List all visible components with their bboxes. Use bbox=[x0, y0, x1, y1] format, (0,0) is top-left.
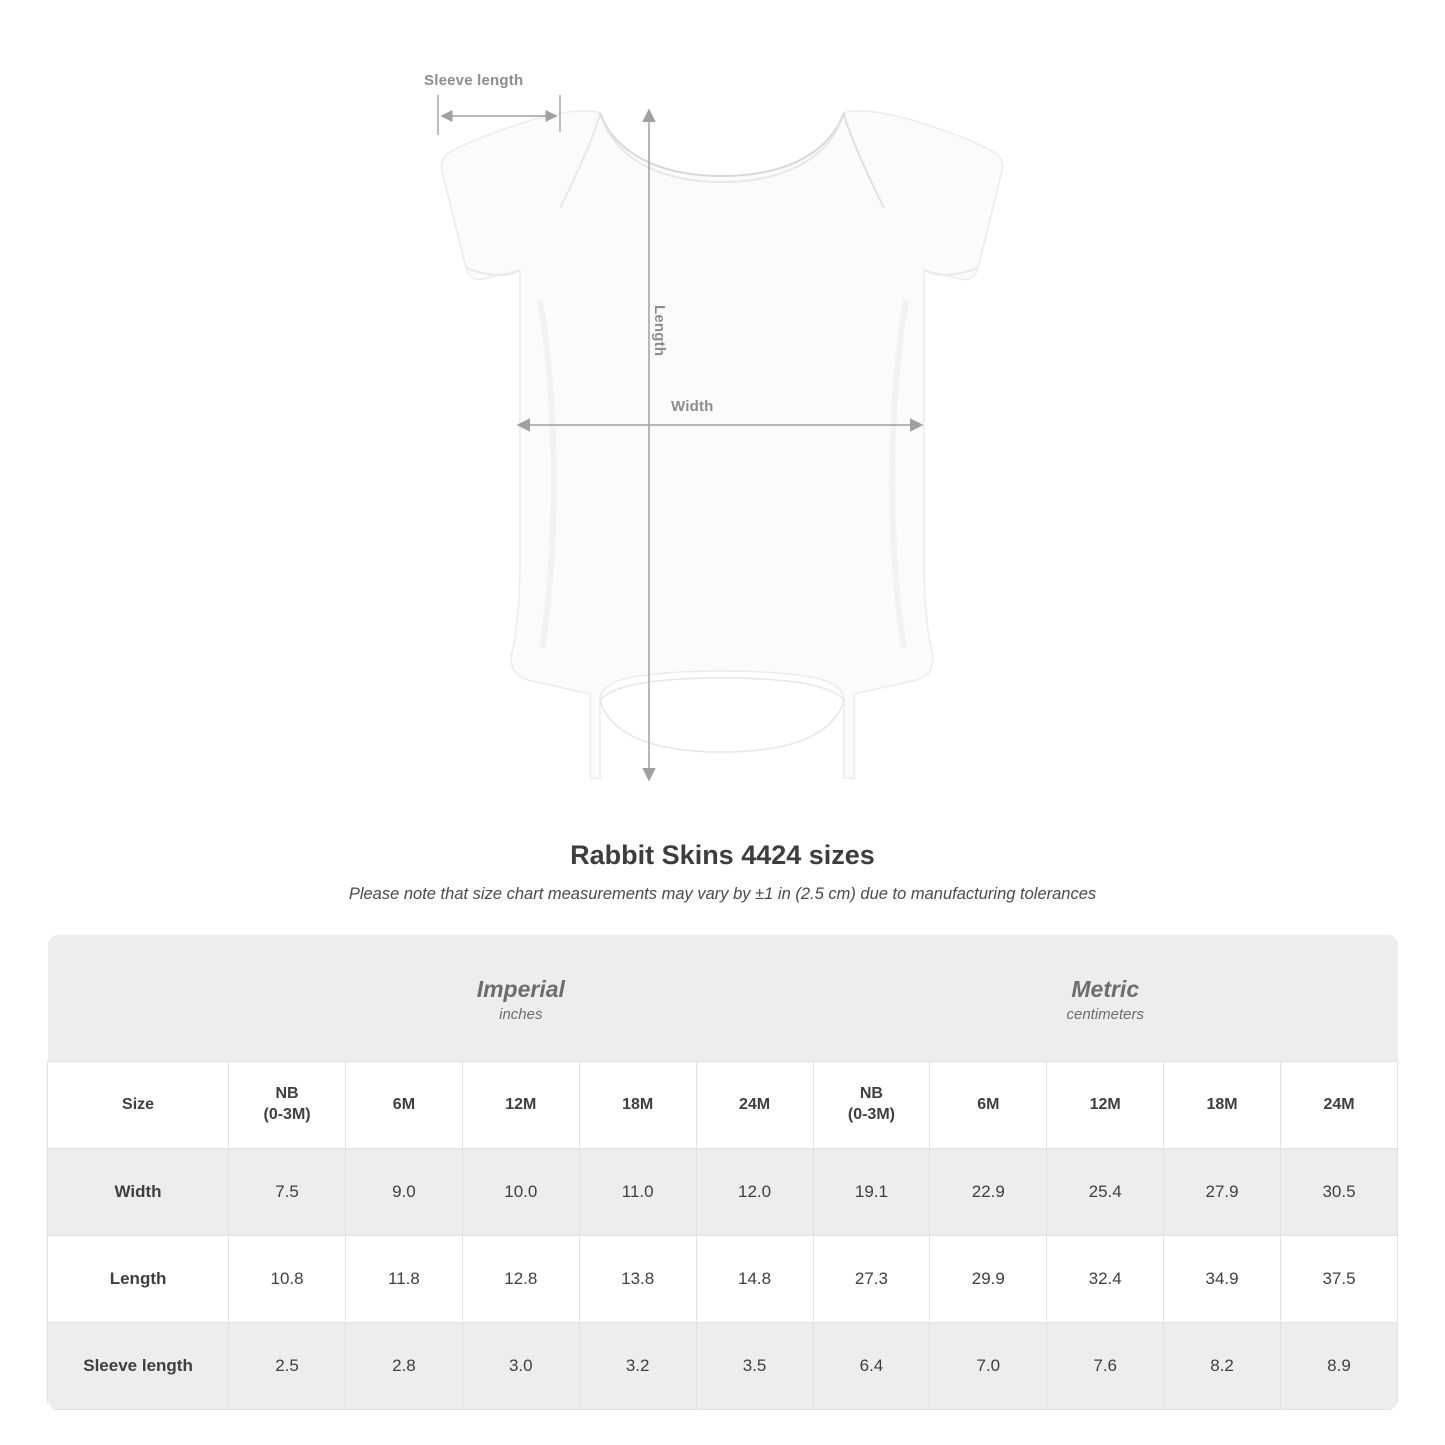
cell-width-metric-24m: 30.5 bbox=[1281, 1149, 1398, 1236]
col-header-imperial-24m: 24M bbox=[696, 1062, 813, 1149]
cell-width-imperial-nb: 7.5 bbox=[229, 1149, 346, 1236]
cell-length-imperial-6m: 11.8 bbox=[345, 1236, 462, 1323]
table-row bbox=[48, 1149, 1398, 1236]
sleeve-length-label: Sleeve length bbox=[424, 72, 524, 89]
row-label-sleeve-length: Sleeve length bbox=[48, 1323, 229, 1410]
cell-width-imperial-24m: 12.0 bbox=[696, 1149, 813, 1236]
imperial-label: Imperial bbox=[476, 975, 565, 1002]
cell-width-metric-6m: 22.9 bbox=[930, 1149, 1047, 1236]
cell-length-metric-24m: 37.5 bbox=[1281, 1236, 1398, 1323]
cell-width-metric-18m: 27.9 bbox=[1164, 1149, 1281, 1236]
bodysuit-shape bbox=[441, 111, 1002, 778]
cell-sleeve-metric-24m: 8.9 bbox=[1281, 1323, 1398, 1410]
col-header-line1: NB bbox=[275, 1085, 299, 1103]
table-row bbox=[48, 1323, 1398, 1410]
unit-header-row bbox=[48, 935, 1398, 1062]
page-title: Rabbit Skins 4424 sizes bbox=[570, 840, 875, 870]
cell-width-imperial-12m: 10.0 bbox=[462, 1149, 579, 1236]
metric-unit-cell bbox=[813, 935, 1398, 1062]
cell-width-metric-12m: 25.4 bbox=[1047, 1149, 1164, 1236]
col-header-metric-12m: 12M bbox=[1047, 1062, 1164, 1149]
cell-length-metric-18m: 34.9 bbox=[1164, 1236, 1281, 1323]
metric-label: Metric bbox=[1071, 975, 1140, 1002]
cell-length-metric-12m: 32.4 bbox=[1047, 1236, 1164, 1323]
cell-length-metric-6m: 29.9 bbox=[930, 1236, 1047, 1323]
col-header-metric-nb bbox=[813, 1062, 930, 1149]
cell-sleeve-imperial-24m: 3.5 bbox=[696, 1323, 813, 1410]
cell-sleeve-metric-18m: 8.2 bbox=[1164, 1323, 1281, 1410]
cell-width-imperial-18m: 11.0 bbox=[579, 1149, 696, 1236]
cell-width-metric-nb: 19.1 bbox=[813, 1149, 930, 1236]
cell-length-imperial-24m: 14.8 bbox=[696, 1236, 813, 1323]
row-label-length: Length bbox=[48, 1236, 229, 1323]
cell-sleeve-metric-6m: 7.0 bbox=[930, 1323, 1047, 1410]
table-row bbox=[48, 1236, 1398, 1323]
cell-length-imperial-18m: 13.8 bbox=[579, 1236, 696, 1323]
metric-sublabel: centimeters bbox=[1066, 1006, 1145, 1024]
col-header-line1: NB bbox=[859, 1085, 883, 1103]
col-header-metric-6m: 6M bbox=[930, 1062, 1047, 1149]
tolerance-note: Please note that size chart measurements may vary by ±1 in (2.5 cm) due to manufacturing tolerances bbox=[348, 885, 1097, 903]
col-header-metric-18m: 18M bbox=[1164, 1062, 1281, 1149]
cell-sleeve-imperial-18m: 3.2 bbox=[579, 1323, 696, 1410]
size-header-cell: Size bbox=[48, 1062, 229, 1149]
size-table bbox=[47, 935, 1398, 1410]
col-header-line2: (0-3M) bbox=[263, 1106, 311, 1123]
imperial-unit-cell bbox=[229, 935, 813, 1062]
col-header-metric-24m: 24M bbox=[1281, 1062, 1398, 1149]
imperial-sublabel: inches bbox=[499, 1006, 543, 1024]
column-header-row bbox=[48, 1062, 1398, 1149]
length-label: Length bbox=[651, 305, 668, 357]
size-table-wrapper bbox=[47, 935, 1398, 1410]
col-header-imperial-6m: 6M bbox=[345, 1062, 462, 1149]
col-header-line2: (0-3M) bbox=[847, 1106, 895, 1123]
col-header-imperial-nb bbox=[229, 1062, 346, 1149]
width-label: Width bbox=[671, 398, 714, 415]
cell-sleeve-imperial-12m: 3.0 bbox=[462, 1323, 579, 1410]
cell-width-imperial-6m: 9.0 bbox=[345, 1149, 462, 1236]
unit-corner-cell bbox=[48, 935, 229, 1062]
cell-length-imperial-nb: 10.8 bbox=[229, 1236, 346, 1323]
cell-sleeve-metric-nb: 6.4 bbox=[813, 1323, 930, 1410]
row-label-width: Width bbox=[48, 1149, 229, 1236]
cell-sleeve-imperial-nb: 2.5 bbox=[229, 1323, 346, 1410]
title-block bbox=[0, 840, 1445, 904]
cell-sleeve-imperial-6m: 2.8 bbox=[345, 1323, 462, 1410]
cell-sleeve-metric-12m: 7.6 bbox=[1047, 1323, 1164, 1410]
cell-length-metric-nb: 27.3 bbox=[813, 1236, 930, 1323]
col-header-imperial-12m: 12M bbox=[462, 1062, 579, 1149]
col-header-imperial-18m: 18M bbox=[579, 1062, 696, 1149]
cell-length-imperial-12m: 12.8 bbox=[462, 1236, 579, 1323]
